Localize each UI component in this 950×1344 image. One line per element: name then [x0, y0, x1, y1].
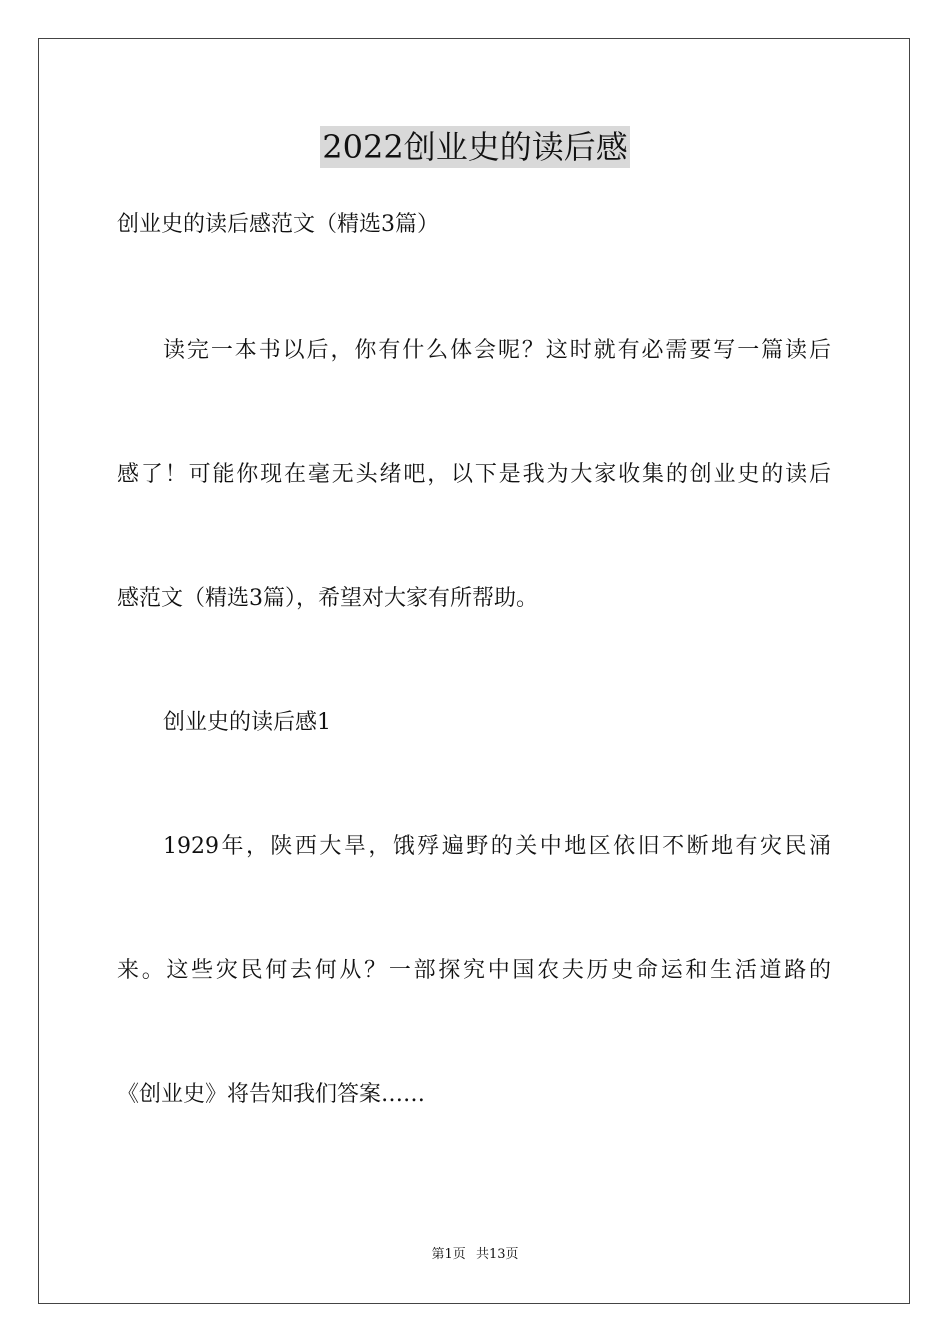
- paragraph-line: 《创业史》将告知我们答案……: [117, 1082, 426, 1107]
- page-footer: [0, 1246, 950, 1264]
- document-subtitle: 创业史的读后感范文（精选3篇）: [117, 212, 439, 237]
- paragraph-line: 感范文（精选3篇），希望对大家有所帮助。: [117, 586, 538, 611]
- paragraph-line: 读完一本书以后，你有什么体会呢？这时就有必需要写一篇读后: [163, 338, 831, 363]
- page-total: 共13页: [475, 1247, 519, 1262]
- paragraph-line: 感了！可能你现在毫无头绪吧，以下是我为大家收集的创业史的读后: [117, 462, 831, 487]
- document-title: 2022创业史的读后感: [322, 128, 628, 166]
- paragraph-line: 1929年，陕西大旱，饿殍遍野的关中地区依旧不断地有灾民涌: [163, 834, 831, 859]
- section-heading: 创业史的读后感1: [163, 710, 331, 735]
- page-number: 第1页: [431, 1247, 466, 1262]
- title-container: [0, 126, 950, 168]
- paragraph-line: 来。这些灾民何去何从？一部探究中国农夫历史命运和生活道路的: [117, 958, 831, 983]
